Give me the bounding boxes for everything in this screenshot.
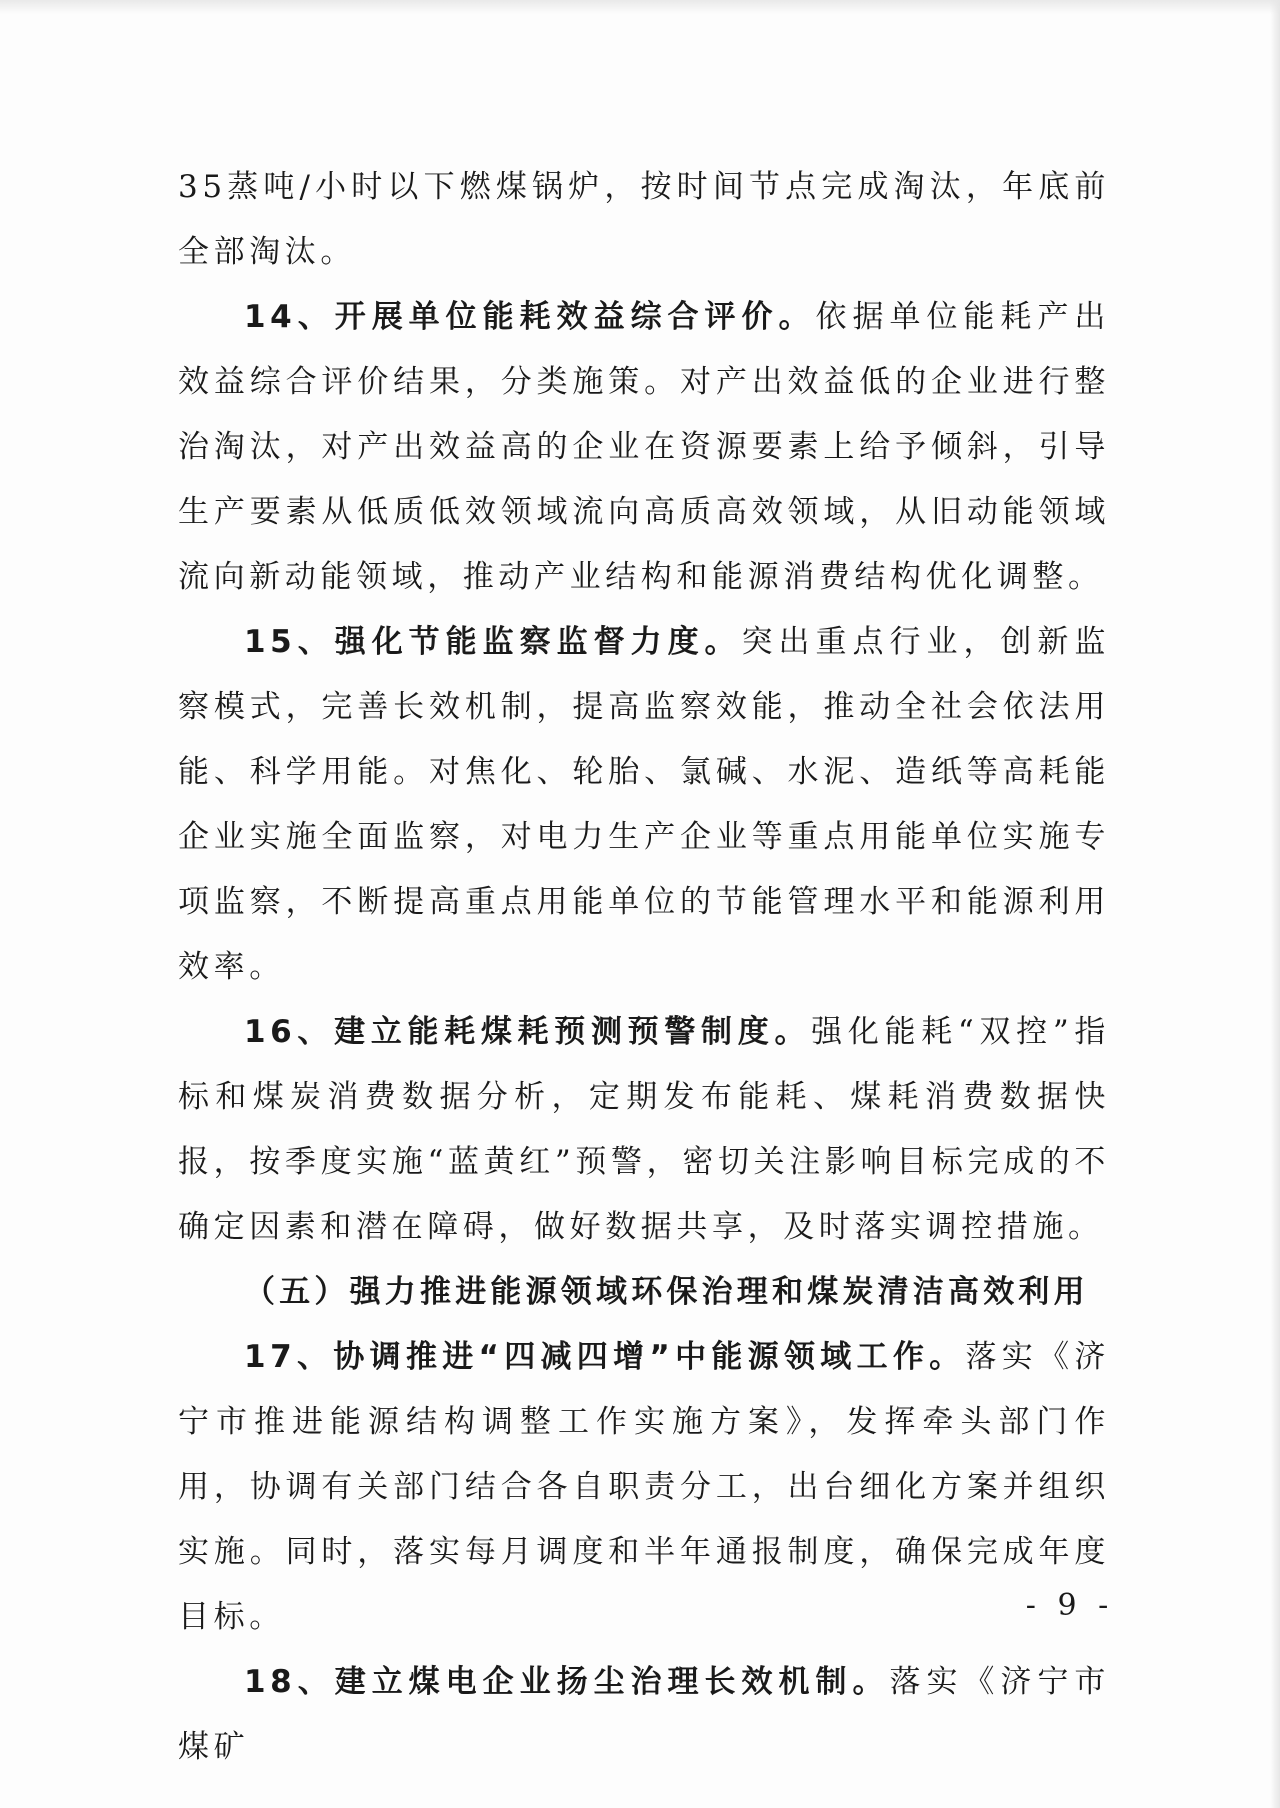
- paragraph-text: 依据单位能耗产出效益综合评价结果，分类施策。对产出效益低的企业进行整治淘汰，对产出效益高的企业在资源要素上给予倾斜，引导生产要素从低质低效领域流向高质高效领域，从旧动能领域流向新动能领域，推动产业结构和能源消费结构优化调整。: [178, 299, 1110, 595]
- item-heading: 18、建立煤电企业扬尘治理长效机制。: [244, 1664, 890, 1700]
- paragraph-item-15: [178, 610, 1110, 1000]
- paragraph-text: 落实《济宁市煤矿: [178, 1664, 1110, 1765]
- page-number: - 9 -: [1025, 1588, 1115, 1623]
- paragraph-item-17: [178, 1325, 1110, 1650]
- item-heading: 14、开展单位能耗效益综合评价。: [244, 299, 816, 335]
- paragraph-text: 落实《济宁市推进能源结构调整工作实施方案》，发挥牵头部门作用，协调有关部门结合各自职责分工，出台细化方案并组织实施。同时，落实每月调度和半年通报制度，确保完成年度目标。: [178, 1339, 1110, 1635]
- item-heading: 15、强化节能监察监督力度。: [244, 624, 742, 660]
- paragraph-text: 强化能耗“双控”指标和煤炭消费数据分析，定期发布能耗、煤耗消费数据快报，按季度实施“蓝黄红”预警，密切关注影响目标完成的不确定因素和潜在障碍，做好数据共享，及时落实调控措施。: [178, 1014, 1110, 1245]
- section-heading: （五）强力推进能源领域环保治理和煤炭清洁高效利用: [244, 1274, 1089, 1310]
- item-heading: 16、建立能耗煤耗预测预警制度。: [244, 1014, 812, 1050]
- paragraph-continuation: [178, 155, 1110, 285]
- paragraph-item-16: [178, 1000, 1110, 1260]
- paragraph-text: 突出重点行业，创新监察模式，完善长效机制，提高监察效能，推动全社会依法用能、科学用能。对焦化、轮胎、氯碱、水泥、造纸等高耗能企业实施全面监察，对电力生产企业等重点用能单位实施专项监察，不断提高重点用能单位的节能管理水平和能源利用效率。: [178, 624, 1111, 985]
- paragraph-text: 35蒸吨/小时以下燃煤锅炉，按时间节点完成淘汰，年底前全部淘汰。: [178, 169, 1110, 270]
- paragraph-item-18: [178, 1650, 1110, 1780]
- scan-edge-right: [1270, 0, 1280, 1808]
- scan-edge-top: [0, 0, 1280, 14]
- document-body: [178, 155, 1110, 1780]
- paragraph-item-14: [178, 285, 1110, 610]
- item-heading: 17、协调推进“四减四增”中能源领域工作。: [244, 1339, 966, 1375]
